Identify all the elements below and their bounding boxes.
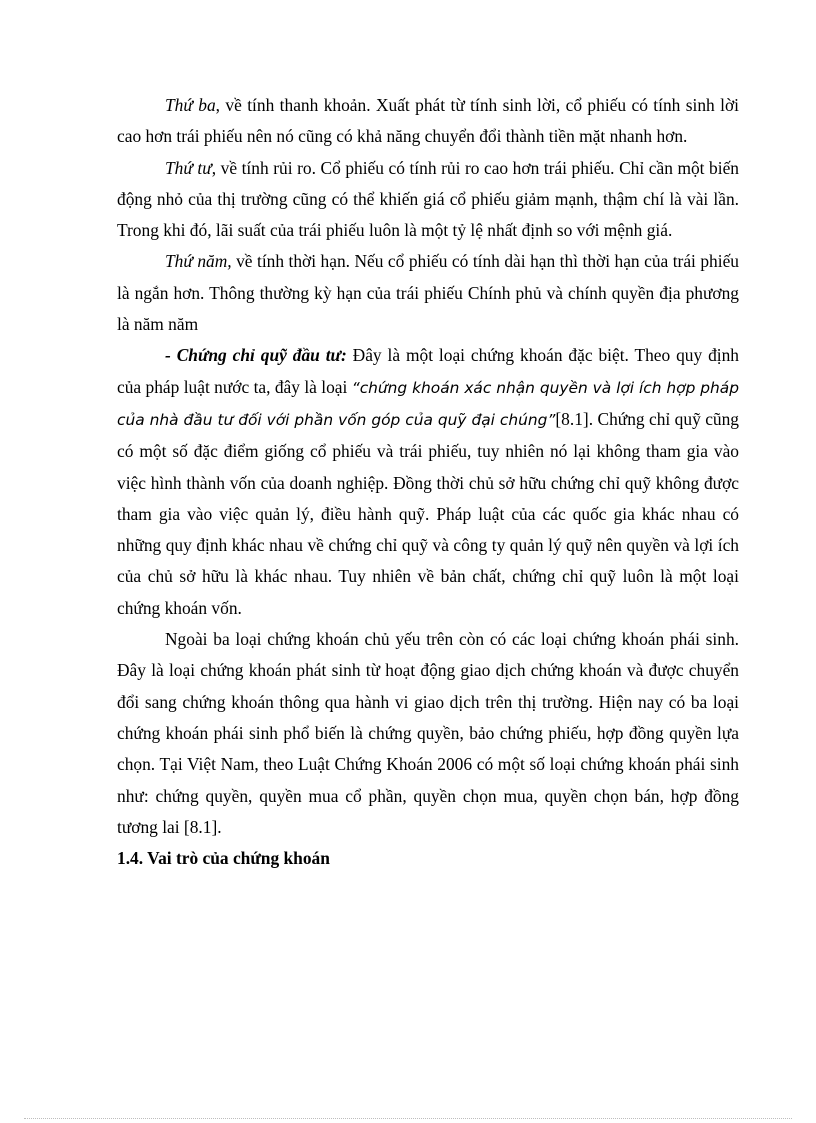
paragraph-text: Đây là một loại chứng khoán đặc biệt. Theo quy định của pháp luật nước ta, đây là loại — [117, 345, 739, 397]
paragraph-liquidity — [117, 90, 739, 153]
paragraph-lead-third: Thứ ba — [165, 95, 216, 115]
paragraph-text: về tính thời hạn. Nếu cổ phiếu có tính dài hạn thì thời hạn của trái phiếu là ngắn hơn. Thông thường kỳ hạn của trái phiếu Chính phủ và chính quyền địa phương là năm năm — [117, 251, 739, 335]
paragraph-text: [8.1]. Chứng chỉ quỹ cũng có một số đặc điểm giống cổ phiếu và trái phiếu, tuy nhiên nó lại không tham gia vào việc hình thành vốn của doanh nghiệp. Đồng thời chủ sở hữu chứng chỉ quỹ không được tham gia vào việc quản lý, điều hành quỹ. Pháp luật của các quốc gia khác nhau có những quy định khác nhau về chứng chỉ quỹ và công ty quản lý quỹ nên quyền và lợi ích của chủ sở hữu là khác nhau. Tuy nhiên về bản chất, chứng chỉ quỹ luôn là một loại chứng khoán vốn. — [117, 408, 740, 618]
page-content — [117, 90, 739, 874]
paragraph-text: , về tính thanh khoản. Xuất phát từ tính sinh lời, cổ phiếu có tính sinh lời cao hơn trái phiếu nên nó cũng có khả năng chuyển đổi thành tiền mặt nhanh hơn. — [117, 95, 739, 147]
paragraph-fund-certificate — [117, 340, 739, 624]
paragraph-derivatives — [117, 624, 739, 843]
paragraph-term — [117, 246, 739, 340]
paragraph-lead-fund-certificate: - Chứng chỉ quỹ đầu tư: — [165, 345, 347, 366]
paragraph-text: , về tính rủi ro. Cổ phiếu có tính rủi ro cao hơn trái phiếu. Chỉ cần một biến động nhỏ của thị trường cũng có thể khiến giá cổ phiếu giảm mạnh, thậm chí là vài lần. Trong khi đó, lãi suất của trái phiếu luôn là một tỷ lệ nhất định so với mệnh giá. — [117, 157, 739, 241]
footer-divider — [24, 1118, 792, 1119]
paragraph-text: Ngoài ba loại chứng khoán chủ yếu trên còn có các loại chứng khoán phái sinh. Đây là loại chứng khoán phát sinh từ hoạt động giao dịch chứng khoán và được chuyển đổi sang chứng khoán thông qua hành vi giao dịch trên thị trường. Hiện nay có ba loại chứng khoán phái sinh phổ biến là chứng quyền, bảo chứng phiếu, hợp đồng quyền lựa chọn. Tại Việt Nam, theo Luật Chứng Khoán 2006 có một số loại chứng khoán phái sinh như: chứng quyền, quyền mua cổ phần, quyền chọn mua, quyền chọn bán, hợp đồng tương lai [8.1]. — [117, 629, 739, 837]
paragraph-lead-fifth: Thứ năm, — [165, 251, 232, 272]
legal-quote: “chứng khoán xác nhận quyền và lợi ích hợp pháp của nhà đầu tư đối với phần vốn góp của quỹ đại chúng” — [117, 378, 740, 429]
paragraph-risk — [117, 153, 739, 247]
paragraph-lead-fourth: Thứ tư — [165, 157, 212, 178]
section-heading: 1.4. Vai trò của chứng khoán — [117, 848, 330, 869]
